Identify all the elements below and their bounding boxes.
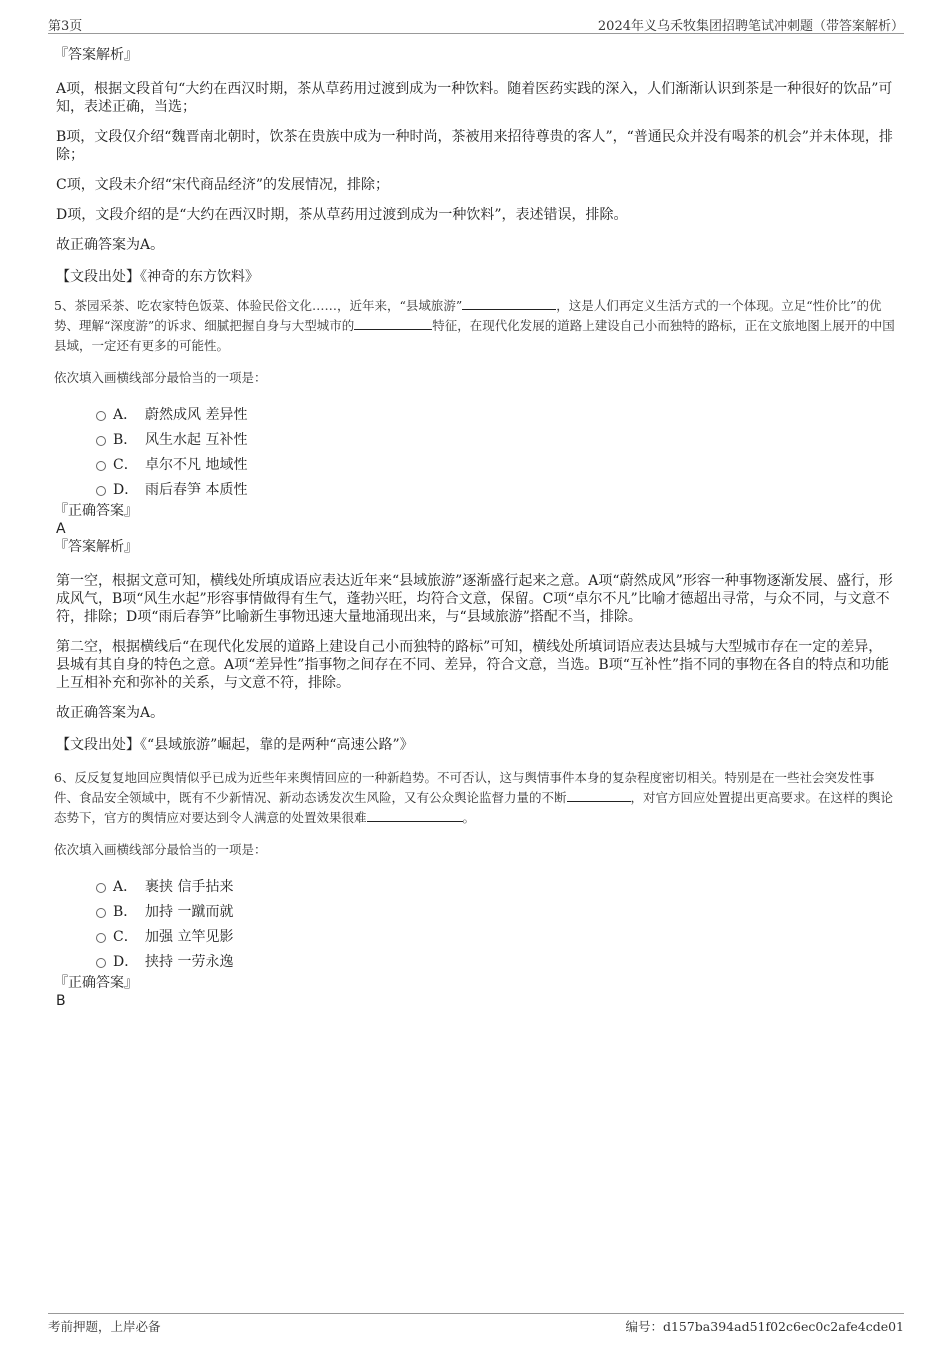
question-6-stem [54,768,896,828]
option-a[interactable] [56,874,896,899]
radio-icon[interactable] [96,411,106,421]
answer-blank [567,789,631,802]
correct-answer-title: 『正确答案』 [54,503,138,519]
analysis-para-2: 第二空，根据横线后“在现代化发展的道路上建设自己小而独特的路标”可知，横线处所填词语应表达县城与大型城市存在一定的差异，县城有其自身的特色之意。A项“差异性”指事物之间存在不同、差异，符合文意，当选。B项“互补性”指不同的事物在各自的特点和功能上互相补充和弥补的关系，与文意不符，排除。 [56,639,890,691]
radio-icon[interactable] [96,486,106,496]
document-body [56,46,896,1010]
stem-text: ，这是人们再定义生活方式的一个体现。立足“性价比”的优势、理解“深度游”的诉求、细腻把握自身与大型城市的 [54,298,882,333]
answer-blank [354,317,432,330]
stem-text: ，对官方回应处置提出更高要求。在这样的舆论态势下，官方的舆情应对要达到令人满意的处置效果很难 [54,790,894,825]
option-d[interactable] [56,949,896,974]
option-a[interactable] [56,402,896,427]
question-5-stem [54,296,896,356]
option-text: 加持 一蹴而就 [145,904,234,920]
option-text: 雨后春笋 本质性 [145,482,248,498]
option-c[interactable] [56,924,896,949]
page-header [48,13,904,34]
source: 【文段出处】《“县域旅游”崛起，靠的是两种“高速公路”》 [56,737,414,753]
option-text: 蔚然成风 差异性 [145,407,248,423]
question-instruction: 依次填入画横线部分最恰当的一项是： [54,370,267,385]
stem-text: 6、反反复复地回应舆情似乎已成为近些年来舆情回应的一种新趋势。不可否认，这与舆情事件本身的复杂程度密切相关。特别是在一些社会突发性事件、食品安全领域中，既有不少新情况、新动态诱发次生风险，又有公众舆论监督力量的不断 [54,770,875,805]
page-footer [48,1313,904,1336]
radio-icon[interactable] [96,883,106,893]
question-instruction: 依次填入画横线部分最恰当的一项是： [54,842,267,857]
option-text: 裹挟 信手拈来 [145,879,234,895]
stem-text: 特征，在现代化发展的道路上建设自己小而独特的路标，正在文旅地图上展开的中国县域，一定还有更多的可能性。 [54,318,895,353]
footer-slogan: 考前押题，上岸必备 [48,1319,161,1334]
option-text: 卓尔不凡 地域性 [145,457,248,473]
correct-answer: B [56,993,66,1009]
option-b[interactable] [56,427,896,452]
option-text: 风生水起 互补性 [145,432,248,448]
option-d[interactable] [56,477,896,502]
conclusion: 故正确答案为A。 [56,237,165,253]
option-text: 加强 立竿见影 [145,929,234,945]
analysis-para-c: C项，文段未介绍“宋代商品经济”的发展情况，排除； [56,177,390,193]
option-label: D． [113,482,139,498]
option-label: B． [113,904,138,920]
analysis-para-1: 第一空，根据文意可知，横线处所填成语应表达近年来“县域旅游”逐渐盛行起来之意。A项“蔚然成风”形容一种事物逐渐发展、盛行，形成风气，B项“风生水起”形容事情做得有生气，蓬勃兴旺，均符合文意，保留。C项“卓尔不凡”比喻才德超出寻常，与众不同，与文意不符，排除；D项“雨后春笋”比喻新生事物迅速大量地涌现出来，与“县域旅游”搭配不当，排除。 [56,573,893,625]
option-label: D． [113,954,139,970]
option-label: C． [113,929,138,945]
document-id: 编号：d157ba394ad51f02c6ec0c2afe4cde01 [625,1319,904,1334]
conclusion: 故正确答案为A。 [56,705,165,721]
radio-icon[interactable] [96,461,106,471]
analysis-para-d: D项，文段介绍的是“大约在西汉时期，茶从草药用过渡到成为一种饮料”，表述错误，排除。 [56,207,628,223]
document-title: 2024年义乌禾牧集团招聘笔试冲刺题（带答案解析） [597,19,904,34]
option-b[interactable] [56,899,896,924]
option-c[interactable] [56,452,896,477]
source: 【文段出处】《神奇的东方饮料》 [56,269,259,285]
analysis-title: 『答案解析』 [54,47,138,63]
answer-blank [462,297,556,310]
radio-icon[interactable] [96,908,106,918]
page-number: 第3页 [48,19,83,34]
option-label: C． [113,457,138,473]
correct-answer: A [56,521,66,537]
radio-icon[interactable] [96,958,106,968]
answer-blank [367,809,463,822]
correct-answer-title: 『正确答案』 [54,975,138,991]
analysis-para-b: B项，文段仅介绍“魏晋南北朝时，饮茶在贵族中成为一种时尚，茶被用来招待尊贵的客人”，“普通民众并没有喝茶的机会”并未体现，排除； [56,129,893,163]
analysis-title: 『答案解析』 [54,539,138,555]
radio-icon[interactable] [96,933,106,943]
stem-text: 。 [462,810,476,825]
analysis-para-a: A项，根据文段首句“大约在西汉时期，茶从草药用过渡到成为一种饮料。随着医药实践的深入，人们渐渐认识到茶是一种很好的饮品”可知，表述正确，当选； [56,81,893,115]
option-text: 挟持 一劳永逸 [145,954,234,970]
radio-icon[interactable] [96,436,106,446]
option-label: A． [113,407,138,423]
option-label: B． [113,432,138,448]
option-label: A． [113,879,138,895]
stem-text: 5、茶园采茶、吃农家特色饭菜、体验民俗文化……，近年来，“县域旅游” [54,298,463,313]
